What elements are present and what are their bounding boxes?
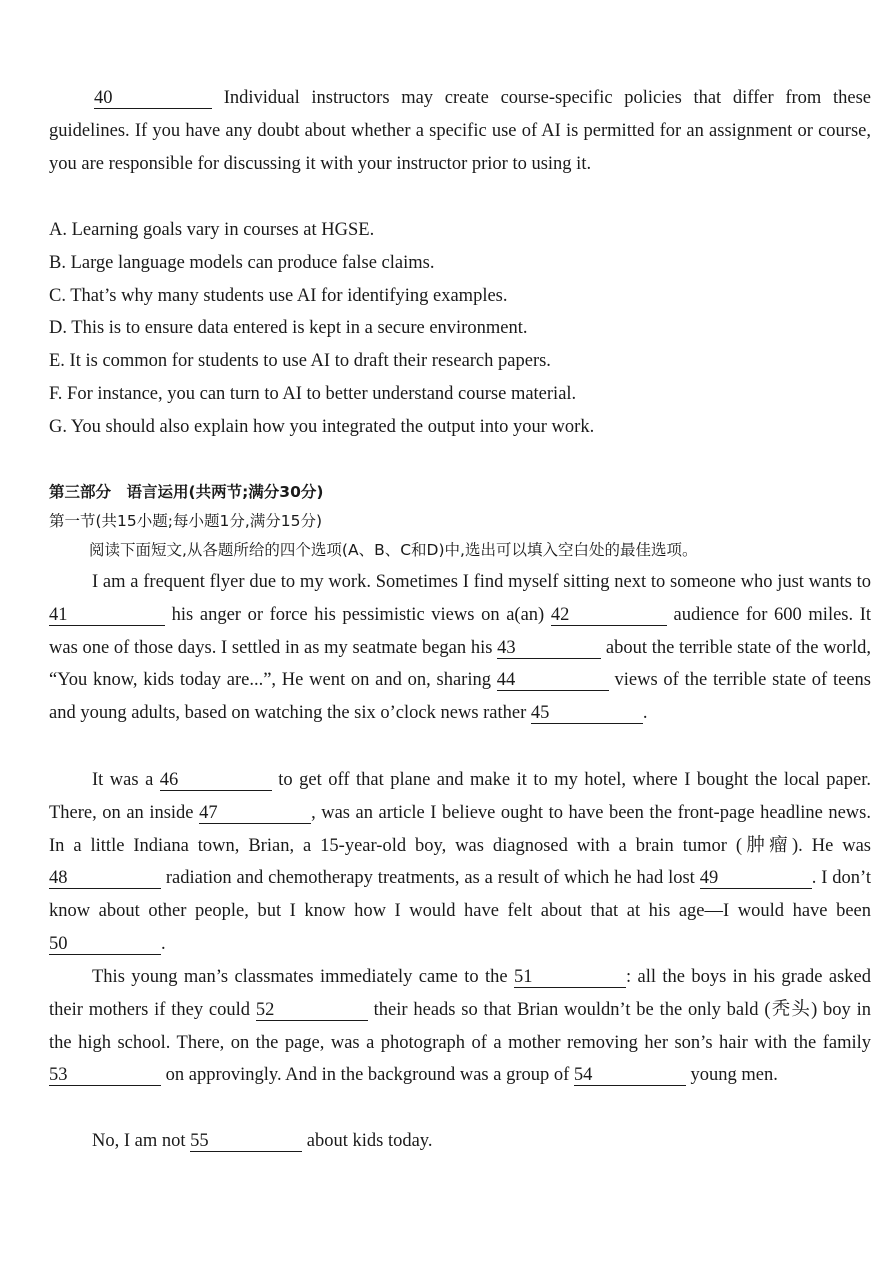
passage-text: , was an article I believe ought to have been the front-page headline news. In a little Indiana town, Brian, a 15-year-old boy, was diagnosed with a brain tumor (肿瘤). He was [49,802,871,856]
section-instruction: 阅读下面短文,从各题所给的四个选项(A、B、C和D)中,选出可以填入空白处的最佳选项。 [89,541,698,559]
option-a: A. Learning goals vary in courses at HGSE. [49,220,375,240]
passage-text: . I don’t know about other people, but I know how I would have felt about that at his age—I would have been [49,868,871,922]
passage-paragraph-4 [49,1125,871,1158]
blank-49[interactable]: 49 [700,868,812,889]
passage-text: about kids today. [306,1131,433,1151]
blank-53[interactable]: 53 [49,1065,161,1086]
passage-text: This young man’s classmates immediately came to the [92,967,508,987]
blank-52[interactable]: 52 [256,1000,368,1021]
passage-text: views of the terrible state of teens and young adults, based on watching the six o’clock news rather [49,670,871,724]
blank-50[interactable]: 50 [49,934,161,955]
passage-text: I am a frequent flyer due to my work. Sometimes I find myself sitting next to someone who just wants to [92,572,871,592]
passage-text: to get off that plane and make it to my hotel, where I bought the local paper. There, on an inside [49,770,871,823]
blank-44[interactable]: 44 [497,670,609,691]
passage-text: his anger or force his pessimistic views on a(an) [171,604,545,625]
blank-42[interactable]: 42 [551,605,667,626]
passage-text: It was a [92,770,154,790]
blank-54[interactable]: 54 [574,1065,686,1086]
passage-paragraph-1 [49,566,871,730]
passage-text: young men. [690,1065,778,1086]
option-c: C. That’s why many students use AI for identifying examples. [49,285,508,306]
passage-text: . [161,933,166,954]
blank-43[interactable]: 43 [497,638,601,659]
options-list [49,214,871,444]
passage-text: radiation and chemotherapy treatments, as a result of which he had lost [165,868,695,889]
blank-48[interactable]: 48 [49,868,161,889]
option-f: F. For instance, you can turn to AI to better understand course material. [49,383,577,404]
passage-text: . [642,703,648,724]
blank-40[interactable]: 40 [94,88,212,109]
intro-paragraph [49,82,871,180]
passage-text: about the terrible state of the world, “You know, kids today are...”, He went on and on, sharing [49,637,871,691]
passage-text: : all the boys in his grade asked their mothers if they could [49,967,872,1020]
blank-46[interactable]: 46 [160,770,272,791]
blank-55[interactable]: 55 [190,1131,302,1152]
blank-41[interactable]: 41 [49,605,165,626]
intro-text: Individual instructors may create course-specific policies that differ from these guidelines. If you have any doubt about whether a specific use of AI is permitted for an assignment or course, you are responsible for discussing it with your instructor prior to using it. [49,88,871,174]
passage-text: on approvingly. And in the background was a group of [165,1065,570,1086]
blank-51[interactable]: 51 [514,967,626,988]
option-e: E. It is common for students to use AI to draft their research papers. [49,351,551,372]
option-b: B. Large language models can produce false claims. [49,252,435,273]
passage-text: No, I am not [92,1131,186,1151]
option-d: D. This is to ensure data entered is kept in a secure environment. [49,318,528,339]
section-title: 第三部分 语言运用(共两节;满分30分) [49,483,324,501]
section-subtitle: 第一节(共15小题;每小题1分,满分15分) [49,512,323,530]
passage-text: audience for 600 miles. It was one of those days. I settled in as my seatmate began his [49,604,872,658]
passage-text: their heads so that Brian wouldn’t be the only bald (秃头) boy in the high school. There, on the page, was a photograph of a mother removing her son’s hair with the family [49,999,871,1053]
passage-paragraph-3 [49,961,871,1092]
blank-45[interactable]: 45 [531,703,643,724]
passage-paragraph-2 [49,764,871,961]
blank-47[interactable]: 47 [199,803,311,824]
option-g: G. You should also explain how you integrated the output into your work. [49,416,595,437]
